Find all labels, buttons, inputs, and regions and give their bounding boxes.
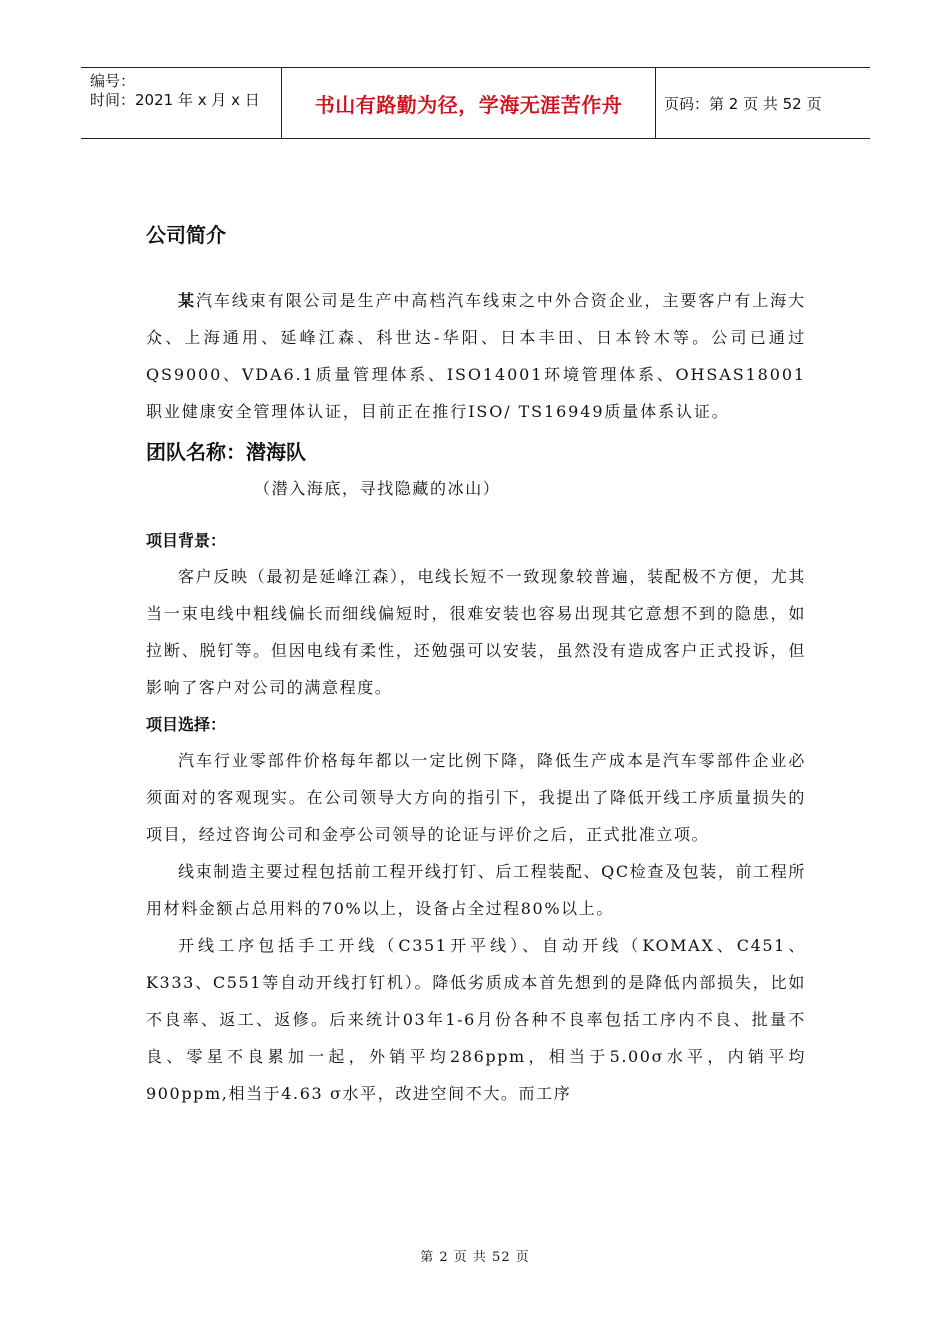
page-header: [81, 67, 870, 139]
project-selection-heading: 项目选择：: [146, 715, 227, 734]
document-body: [146, 218, 806, 1112]
header-page-cell: [656, 68, 870, 138]
project-selection-paragraph-1: 汽车行业零部件价格每年都以一定比例下降，降低生产成本是汽车零部件企业必须面对的客观现实。在公司领导大方向的指引下，我提出了降低开线工序质量损失的项目，经过咨询公司和金亭公司领导的论证与评价之后，正式批准立项。: [146, 751, 806, 844]
project-selection-paragraph-2: 线束制造主要过程包括前工程开线打钉、后工程装配、QC检查及包装，前工程所用材料金额占总用料的70%以上，设备占全过程80%以上。: [146, 862, 806, 918]
company-intro-text: 汽车线束有限公司是生产中高档汽车线束之中外合资企业，主要客户有上海大众、上海通用、延峰江森、科世达-华阳、日本丰田、日本铃木等。公司已通过QS9000、VDA6.1质量管理体系、ISO14001环境管理体系、OHSAS18001职业健康安全管理体认证，目前正在推行ISO/ TS16949质量体系认证。: [146, 291, 806, 421]
company-intro-heading: 公司简介: [146, 223, 226, 247]
project-selection-paragraph-3: 开线工序包括手工开线（C351开平线）、自动开线（KOMAX、C451、K333、C551等自动开线打钉机）。降低劣质成本首先想到的是降低内部损失，比如不良率、返工、返修。后来统计03年1-6月份各种不良率包括工序内不良、批量不良、零星不良累加一起，外销平均286ppm，相当于5.00σ水平，内销平均900ppm,相当于4.63 σ水平，改进空间不大。而工序: [146, 936, 806, 1103]
page-footer: 第 2 页 共 52 页: [420, 1250, 530, 1265]
header-meta: [81, 68, 281, 138]
header-page-number: 页码：第 2 页 共 52 页: [664, 94, 822, 113]
company-intro-paragraph: [146, 282, 806, 430]
company-name-lead: 某: [178, 291, 196, 310]
document-date-label: 时间：2021 年 x 月 x 日: [90, 91, 260, 109]
project-background-heading: 项目背景：: [146, 531, 227, 550]
document-number-label: 编号：: [90, 72, 136, 90]
project-background-paragraph: 客户反映（最初是延峰江森），电线长短不一致现象较普遍，装配极不方便，尤其当一束电线中粗线偏长而细线偏短时，很难安装也容易出现其它意想不到的隐患，如拉断、脱钉等。但因电线有柔性，还勉强可以安装，虽然没有造成客户正式投诉，但影响了客户对公司的满意程度。: [146, 567, 806, 697]
header-motto-cell: [281, 68, 656, 138]
team-motto: （潜入海底，寻找隐藏的冰山）: [254, 479, 501, 498]
header-motto: 书山有路勤为径，学海无涯苦作舟: [314, 92, 623, 117]
team-name-heading: 团队名称：潜海队: [146, 440, 306, 464]
